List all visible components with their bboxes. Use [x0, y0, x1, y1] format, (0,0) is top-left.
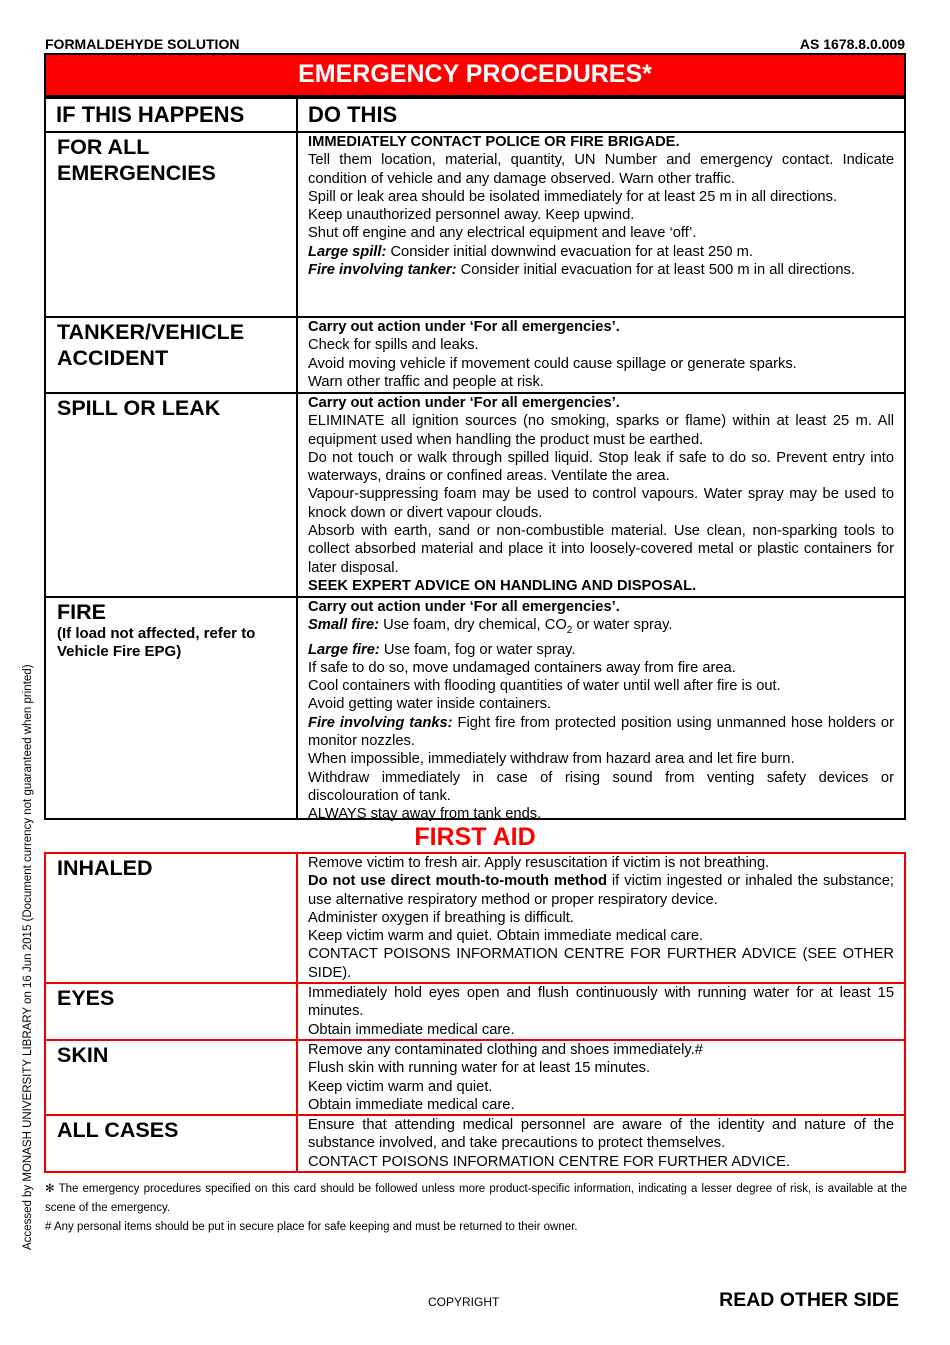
instruction-line: ALWAYS stay away from tank ends. [308, 806, 542, 823]
instruction-line: CONTACT POISONS INFORMATION CENTRE FOR FURTHER ADVICE. [308, 1153, 790, 1170]
instruction-line: Keep victim warm and quiet. Obtain immediate medical care. [308, 928, 704, 945]
text: if victim ingested or inhaled the substance; use alternative respiratory method or proper respiratory device. [308, 873, 894, 908]
instruction-line: Absorb with earth, sand or non-combustible material. Use clean, non-sparking tools to collect absorbed material and place it into loosely-covered metal or plastic containers for later disposal. [308, 523, 894, 576]
label: Large spill: [308, 243, 387, 260]
instruction-line: Do not touch or walk through spilled liquid. Stop leak if safe to do so. Prevent entry into waterways, drains or confined areas. Ventilate the area. [308, 449, 894, 485]
text: Fight fire from protected position using unmanned hose holders or monitor nozzles. [308, 714, 894, 750]
instruction-line: Ensure that attending medical personnel are aware of the identity and nature of the substance involved, and take precautions to protect themselves. [308, 1117, 894, 1152]
text: Consider initial evacuation for at least 500 m in all directions. [456, 262, 855, 279]
col-header-if: IF THIS HAPPENS [45, 98, 297, 132]
label: Large fire: [308, 641, 380, 658]
row-title: ALL CASES [57, 1118, 179, 1142]
col-header-do: DO THIS [297, 98, 905, 132]
instruction-line: IMMEDIATELY CONTACT POLICE OR FIRE BRIGADE. [308, 134, 680, 150]
instruction-line: Keep victim warm and quiet. [308, 1078, 493, 1095]
first-aid-title: FIRST AID [414, 823, 536, 851]
instruction-line: ELIMINATE all ignition sources (no smoking, sparks or flame) within at least 25 m. All equipment used when handling the product must be earthed. [308, 413, 894, 448]
text: or water spray. [572, 617, 673, 634]
text: Use foam, fog or water spray. [379, 641, 576, 658]
footnote-hash: # Any personal items should be put in secure place for safe keeping and must be returned to their owner. [45, 1221, 578, 1233]
instruction-line: Warn other traffic and people at risk. [308, 373, 544, 390]
instruction-line: Vapour-suppressing foam may be used to control vapours. Water spray may be used to knock down or divert vapour clouds. [308, 486, 894, 521]
row-tanker-accident [45, 317, 905, 393]
text: Consider initial downwind evacuation for at least 250 m. [386, 243, 753, 260]
instruction-line: Remove victim to fresh air. Apply resuscitation if victim is not breathing. [308, 855, 770, 871]
instruction-line: Carry out action under ‘For all emergencies’. [308, 599, 620, 615]
row-title: EYES [57, 986, 115, 1010]
instruction-line [308, 243, 894, 261]
instruction-line: Spill or leak area should be isolated immediately for at least 25 m in all directions. [308, 188, 838, 205]
row-title: INHALED [57, 856, 153, 880]
instruction-line: Obtain immediate medical care. [308, 1096, 515, 1113]
instruction-line: Flush skin with running water for at least 15 minutes. [308, 1060, 651, 1077]
row-inhaled [45, 853, 905, 983]
footnotes [45, 1180, 907, 1237]
instruction-line: Obtain immediate medical care. [308, 1021, 515, 1038]
emergency-procedures-table [44, 53, 906, 823]
instruction-line: Check for spills and leaks. [308, 337, 479, 354]
row-title: SPILL OR LEAK [57, 396, 221, 420]
instruction-line [308, 714, 894, 751]
instruction-line: Avoid getting water inside containers. [308, 696, 552, 713]
instruction-line: Withdraw immediately in case of rising sound from venting safety devices or discolouration of tank. [308, 769, 894, 804]
label: Do not use direct mouth-to-mouth method [308, 873, 607, 890]
row-title: FOR ALL EMERGENCIES [57, 135, 216, 185]
instruction-line: Carry out action under ‘For all emergencies’. [308, 395, 620, 411]
instruction-line: CONTACT POISONS INFORMATION CENTRE FOR FURTHER ADVICE (SEE OTHER SIDE). [308, 946, 894, 981]
footnote-asterisk: ✻ The emergency procedures specified on this card should be followed unless more product-specific information, indicating a lesser degree of risk, is available at the scene of the emergency. [45, 1183, 907, 1214]
label: Fire involving tanker: [308, 262, 457, 279]
row-title: TANKER/VEHICLE ACCIDENT [57, 320, 245, 370]
instruction-line: Avoid moving vehicle if movement could cause spillage or generate sparks. [308, 355, 797, 372]
instruction-line: SEEK EXPERT ADVICE ON HANDLING AND DISPOSAL. [308, 577, 697, 594]
read-other-side: READ OTHER SIDE [719, 1289, 899, 1311]
row-skin [45, 1040, 905, 1115]
row-all-emergencies [45, 132, 905, 317]
text: Use foam, dry chemical, CO [379, 617, 567, 634]
instruction-line [308, 641, 894, 659]
row-title: FIRE [57, 600, 106, 624]
page-header [45, 36, 905, 52]
row-fire [45, 597, 905, 819]
instruction-line: Tell them location, material, quantity, UN Number and emergency contact. Indicate condition of vehicle and any damage observed. Warn other traffic. [308, 152, 894, 187]
instruction-line [308, 872, 894, 909]
label: Fire involving tanks: [308, 714, 453, 731]
row-spill-leak [45, 393, 905, 597]
row-title: SKIN [57, 1043, 109, 1067]
instruction-line: Keep unauthorized personnel away. Keep upwind. [308, 207, 635, 224]
instruction-line: If safe to do so, move undamaged containers away from fire area. [308, 659, 736, 676]
row-subtitle: (If load not affected, refer to Vehicle Fire EPG) [57, 625, 256, 660]
instruction-line: Cool containers with flooding quantities of water until well after fire is out. [308, 678, 781, 695]
emergency-procedures-banner: EMERGENCY PROCEDURES* [45, 54, 905, 96]
instruction-line: Remove any contaminated clothing and shoes immediately.# [308, 1042, 703, 1058]
row-all-cases [45, 1115, 905, 1172]
access-note: Accessed by MONASH UNIVERSITY LIBRARY on 16 Jun 2015 (Document currency not guaranteed when printed) [22, 664, 34, 1250]
standard-number: AS 1678.8.0.009 [799, 36, 905, 52]
instruction-line: Shut off engine and any electrical equipment and leave ‘off’. [308, 225, 697, 242]
instruction-line [308, 616, 894, 640]
subscript: 2 [566, 625, 573, 637]
copyright-label: COPYRIGHT [428, 1295, 500, 1309]
instruction-line: Immediately hold eyes open and flush continuously with running water for at least 15 minutes. [308, 985, 894, 1020]
instruction-line [308, 261, 894, 279]
instruction-line: When impossible, immediately withdraw from hazard area and let fire burn. [308, 751, 795, 768]
product-name: FORMALDEHYDE SOLUTION [45, 36, 240, 52]
instruction-line: Administer oxygen if breathing is difficult. [308, 909, 574, 926]
label: Small fire: [308, 617, 380, 634]
instruction-line: Carry out action under ‘For all emergencies’. [308, 319, 620, 335]
first-aid-table [44, 852, 906, 1173]
row-eyes [45, 983, 905, 1040]
